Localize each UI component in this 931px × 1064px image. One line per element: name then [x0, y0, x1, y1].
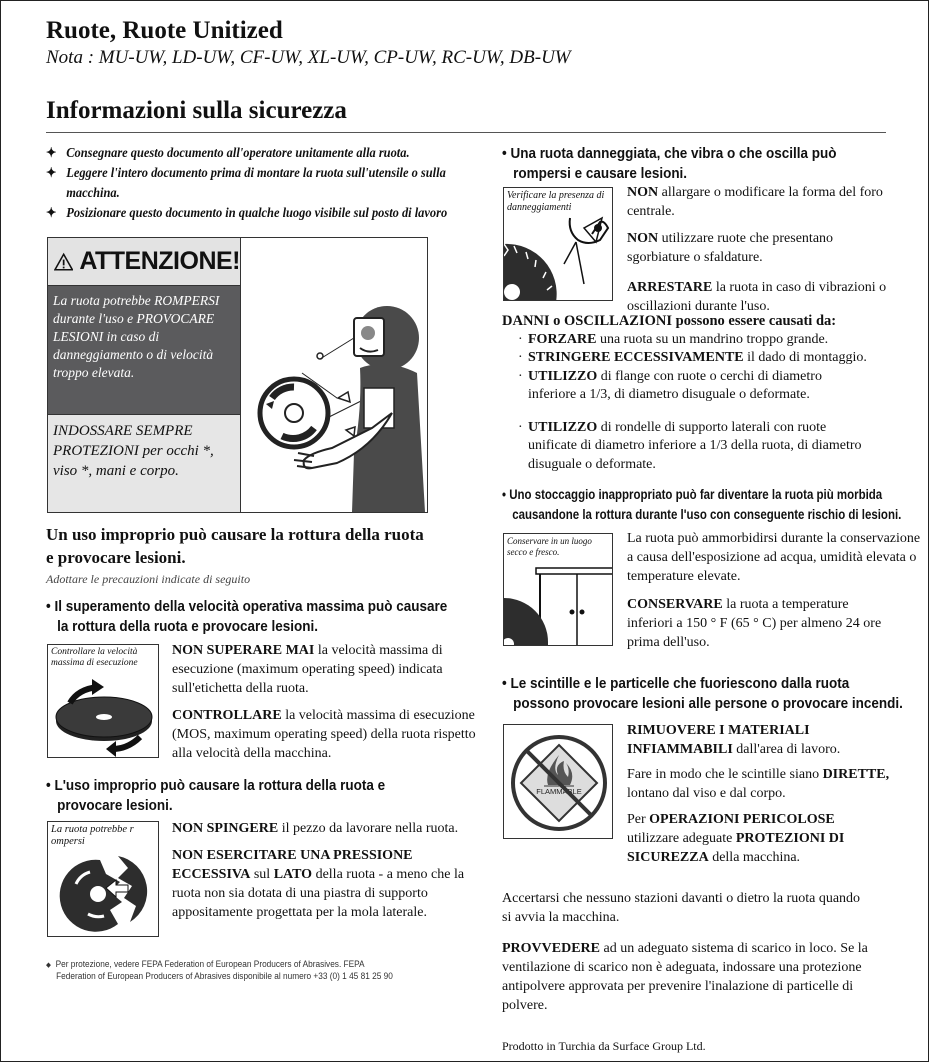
warning-box [47, 237, 428, 513]
intro-bullet: ✦ Leggere l'intero documento prima di montare la ruota sull'utensile o sulla macchina. [46, 165, 446, 200]
four-point-star-icon: ✦ [46, 145, 57, 160]
improper-use-instructions: NON SPINGERE il pezzo da lavorare nella ruota. NON ESERCITARE UNA PRESSIONE ECCESSIVA sul LATO della ruota - a meno che la ruota non sia dotata di una piastra di supporto appositamente progettata per la mola laterale. [172, 821, 465, 920]
intro-bullet-list [46, 143, 460, 223]
warning-label: ATTENZIONE! [79, 247, 240, 275]
flammable-icon-box [503, 724, 613, 839]
four-point-star-icon: ✦ [46, 205, 57, 220]
cause-item: · UTILIZZO di flange con ruote o cerchi di diametro inferiore a 1/3, di diametro disuguale o deformate. [518, 368, 822, 402]
warning-break-text: La ruota potrebbe ROMPERSI durante l'uso e PROVOCARE LESIONI in caso di danneggiamento o di velocità troppo elevata. [48, 286, 241, 414]
wheel-break-icon-box: La ruota potrebbe r ompersi [47, 821, 159, 937]
cause-item: · STRINGERE ECCESSIVAMENTE il dado di montaggio. [518, 350, 867, 365]
flammable-label: FLAMMABLE [536, 787, 582, 796]
title-divider [46, 132, 886, 133]
damage-causes-heading: DANNI o OSCILLAZIONI possono essere causati da: [502, 313, 837, 329]
sparks-heading: • Le scintille e le particelle che fuoriescono dalla ruota possono provocare lesioni alle persone o provocare incendi. [502, 676, 903, 712]
speed-warning-heading: • Il superamento della velocità operativa massima può causare la rottura della ruota e provocare lesioni. [46, 599, 448, 635]
footnote: ◆ Per protezione, vedere FEPA Federation of European Producers of Abrasives. FEPA Federation of European Producers of Abrasives disponibile al numero +33 (0) 1 45 81 25 90 [46, 959, 393, 981]
storage-instructions: La ruota può ammorbidirsi durante la conservazione a causa dell'esposizione ad acqua, umidità elevata o temperature elevate. CONSERVARE la ruota a temperature inferiori a 150 ° F (65 ° C) per almeno 24 ore prima dell'uso. [627, 531, 921, 650]
misuse-heading: Un uso improprio può causare la rottura della ruota e provocare lesioni. [46, 525, 424, 567]
document-title: Ruote, Ruote Unitized [46, 17, 283, 44]
intro-bullet: ✦ Consegnare questo documento all'operatore unitamente alla ruota. [46, 143, 460, 163]
sparks-instructions: RIMUOVERE I MATERIALI INFIAMMABILI dall'area di lavoro. Fare in modo che le scintille siano DIRETTE, lontano dal viso e dal corpo. Per OPERAZIONI PERICOLOSE utilizzare adeguate PROTEZIONI DI SICUREZZA della macchina. [627, 723, 890, 865]
storage-heading: • Uno stoccaggio inappropriato può far diventare la ruota più morbida causandone la rottura durante l'uso con conseguente rischio di lesioni. [502, 487, 902, 522]
cause-item: · UTILIZZO di rondelle di supporto laterali con ruote unificate di diametro inferiore a 1/3 della ruota, di diametro disuguale o deformate. [518, 419, 862, 472]
damaged-wheel-heading: • Una ruota danneggiata, che vibra o che oscilla può rompersi e causare lesioni. [502, 146, 837, 182]
closing-instructions: Accertarsi che nessuno stazioni davanti o dietro la ruota quando si avvia la macchina. PROVVEDERE ad un adeguato sistema di scarico in loco. Se la ventilazione di scarico non è adeguata, indossare una protezione antipolvere approvata per prevenire l'inalazione di particelle di polvere. [502, 891, 868, 1013]
damage-causes [502, 312, 922, 474]
no-flammable-icon [504, 725, 613, 839]
warning-ppe-text: INDOSSARE SEMPRE PROTEZIONI per occhi *, viso *, mani e corpo. [48, 414, 241, 512]
operator-protection-illustration [242, 238, 427, 512]
section-title: Informazioni sulla sicurezza [46, 97, 347, 124]
damage-inspection-icon-box: Verificare la presenza di danneggiamenti [503, 187, 613, 301]
warning-header [48, 238, 241, 286]
intro-bullet: ✦ Posizionare questo documento in qualche luogo visibile sul posto di lavoro [46, 203, 460, 223]
model-note: Nota : MU-UW, LD-UW, CF-UW, XL-UW, CP-UW, RC-UW, DB-UW [46, 47, 571, 68]
four-point-star-icon: ✦ [46, 165, 57, 180]
warning-triangle-icon [54, 252, 73, 272]
speed-instructions: NON SUPERARE MAI la velocità massima di esecuzione (maximum operating speed) indicata sull'etichetta della ruota. CONTROLLARE la velocità massima di esecuzione (MOS, maximum operating speed) della ruota rispetto alla velocità della macchina. [172, 643, 476, 761]
cause-item: · FORZARE una ruota su un mandrino troppo grande. [518, 331, 829, 347]
improper-use-heading: • L'uso improprio può causare la rottura della ruota e provocare lesioni. [46, 778, 386, 814]
storage-icon-box: Conservare in un luogo secco e fresco. [503, 533, 613, 646]
misuse-subheading: Adottare le precauzioni indicate di seguito [46, 572, 251, 586]
speed-check-icon-box: Controllare la velocità massima di esecuzione [47, 644, 159, 758]
damaged-wheel-instructions: NON allargare o modificare la forma del foro centrale. NON utilizzare ruote che presentano sgorbiature o sfaldature. ARRESTARE la ruota in caso di vibrazioni o oscillazioni durante l'uso. [627, 185, 887, 314]
manufacturer-note: Prodotto in Turchia da Surface Group Ltd. [502, 1039, 706, 1053]
